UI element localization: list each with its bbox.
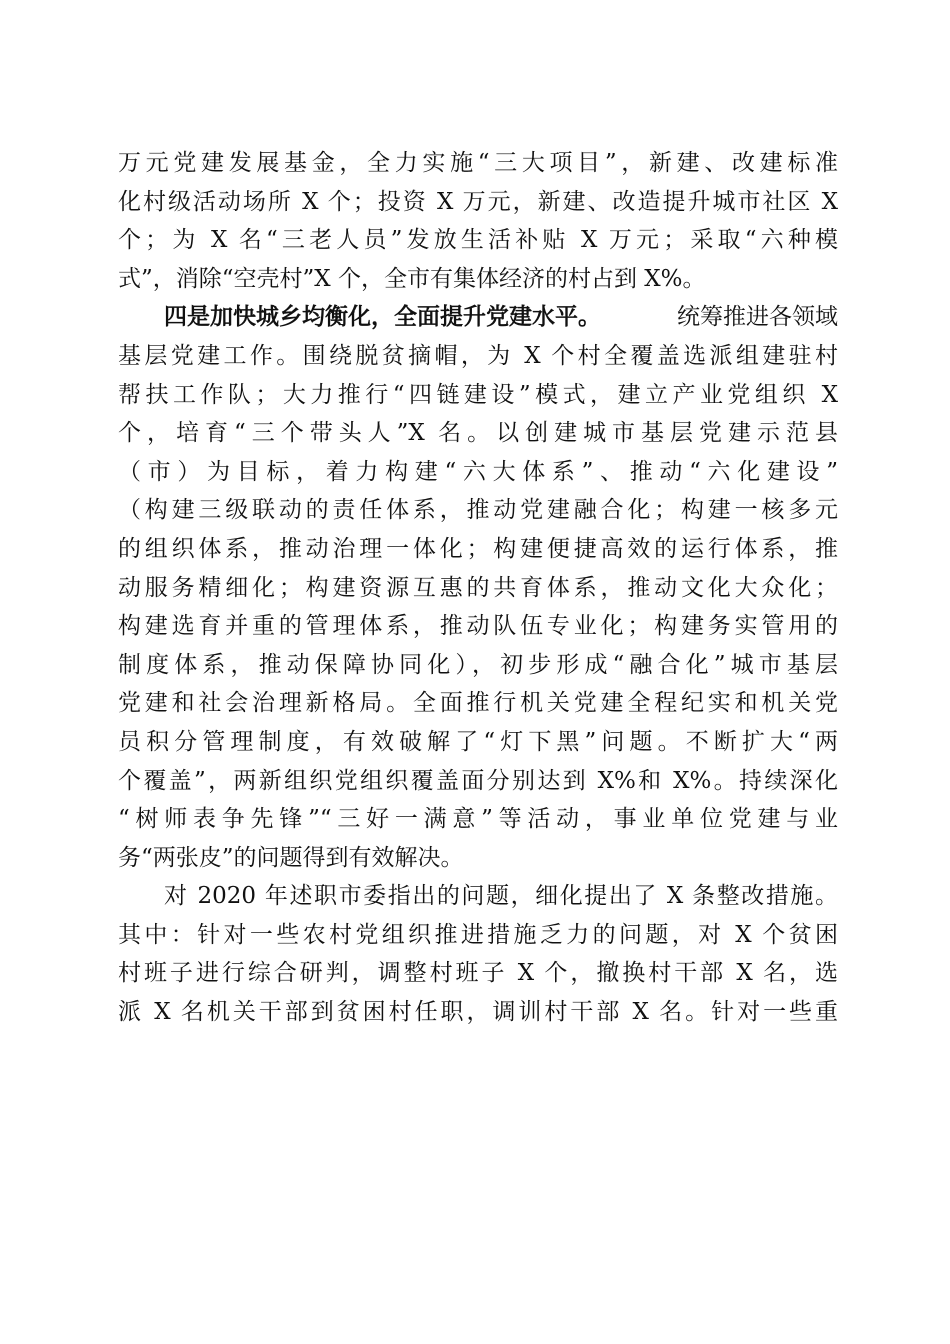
paragraph-2-line-15: 务“两张皮”的问题得到有效解决。 [118,844,464,871]
paragraph-2-line-12: 员积分管理制度，有效破解了“灯下黑”问题。不断扩大“两 [118,728,838,755]
paragraph-2-line-9: 构建选育并重的管理体系，推动队伍专业化；构建务实管用的 [118,613,838,640]
paragraph-3-line-3: 村班子进行综合研判，调整村班子 X 个，撤换村干部 X 名，选 [118,960,838,987]
paragraph-3-line-2: 其中：针对一些农村党组织推进措施乏力的问题，对 X 个贫困 [118,921,838,948]
paragraph-2-line-5: （市）为目标，着力构建“六大体系”、推动“六化建设” [118,458,838,485]
paragraph-2-line-10: 制度体系，推动保障协同化），初步形成“融合化”城市基层 [118,651,838,678]
paragraph-2-heading: 四是加快城乡均衡化，全面提升党建水平。 [164,303,601,331]
paragraph-1-line-4: 式”，消除“空壳村”X 个，全市有集体经济的村占到 X%。 [118,265,706,292]
paragraph-2-line-13: 个覆盖”，两新组织党组织覆盖面分别达到 X%和 X%。持续深化 [118,767,838,794]
paragraph-1-line-3: 个；为 X 名“三老人员”发放生活补贴 X 万元；采取“六种模 [118,227,838,254]
paragraph-2-line-11: 党建和社会治理新格局。全面推行机关党建全程纪实和机关党 [118,690,838,717]
paragraph-2-line-7: 的组织体系，推动治理一体化；构建便捷高效的运行体系，推 [118,535,838,562]
paragraph-3-line-1: 对 2020 年述职市委指出的问题，细化提出了 X 条整改措施。 [164,883,838,910]
paragraph-1-line-2: 化村级活动场所 X 个；投资 X 万元，新建、改造提升城市社区 X [118,188,838,215]
paragraph-2-line-8: 动服务精细化；构建资源互惠的共育体系，推动文化大众化； [118,574,838,601]
paragraph-1-line-1: 万元党建发展基金，全力实施“三大项目”，新建、改建标准 [118,150,838,176]
paragraph-2-line-1 [118,298,838,337]
paragraph-2-line-1-text: 统筹推进各领域 [677,304,838,331]
paragraph-2-line-2: 基层党建工作。围绕脱贫摘帽，为 X 个村全覆盖选派组建驻村 [118,342,838,369]
paragraph-2-line-14: “树师表争先锋”“三好一满意”等活动，事业单位党建与业 [118,806,838,833]
paragraph-2-line-6: （构建三级联动的责任体系，推动党建融合化；构建一核多元 [118,497,838,524]
paragraph-2-line-3: 帮扶工作队；大力推行“四链建设”模式，建立产业党组织 X [118,381,838,408]
paragraph-3-line-4: 派 X 名机关干部到贫困村任职，调训村干部 X 名。针对一些重 [118,999,838,1026]
body-text [118,144,838,1032]
paragraph-2-line-4: 个，培育“三个带头人”X 名。以创建城市基层党建示范县 [118,420,838,447]
